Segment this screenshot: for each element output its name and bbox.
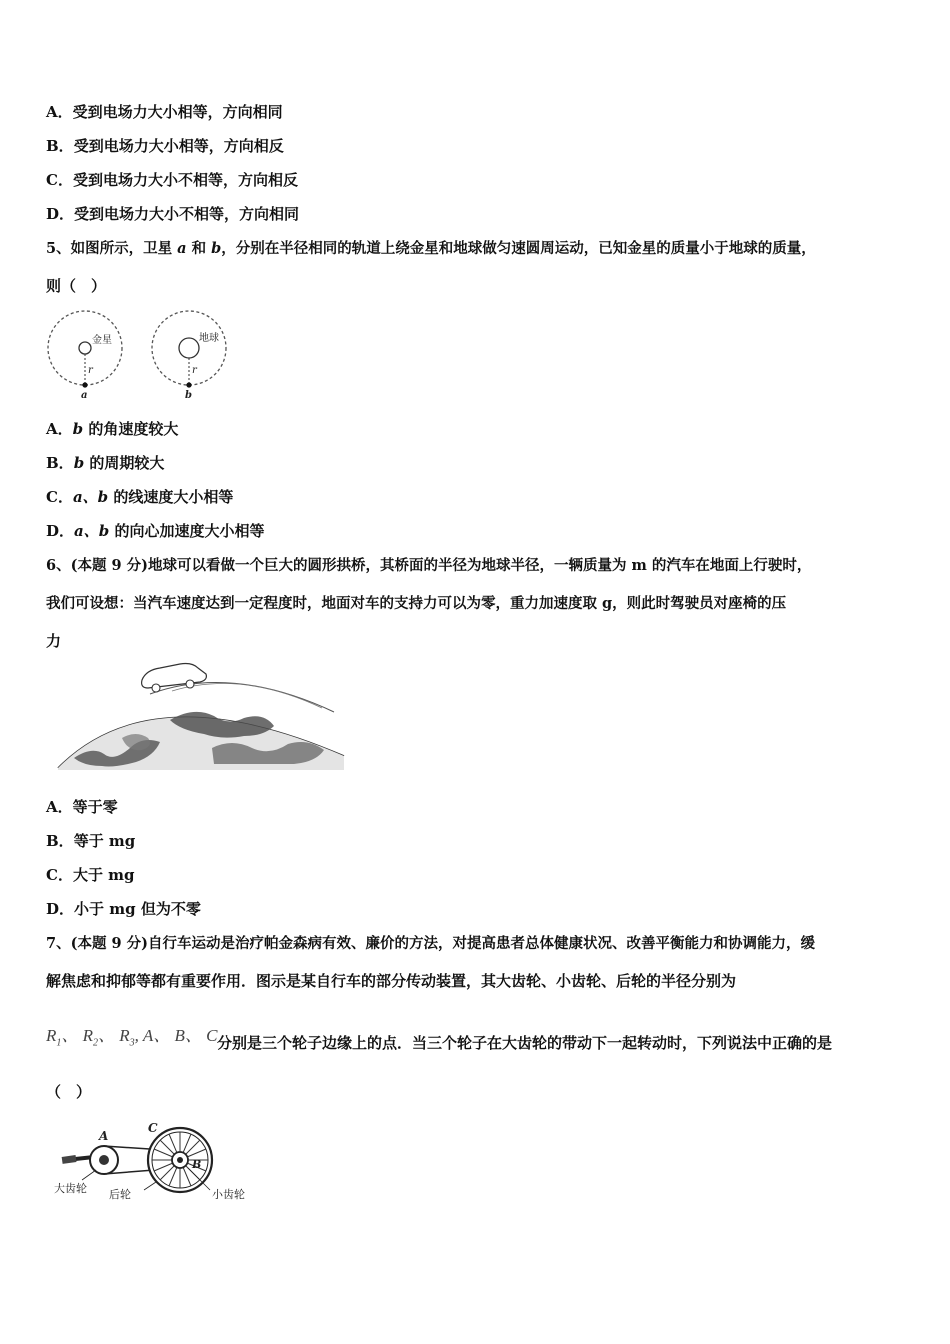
big-gear-label: 大齿轮 <box>54 1182 87 1195</box>
car-icon <box>142 664 207 689</box>
q5-orbit-figure <box>44 310 234 402</box>
q6-stem-line1: 6、(本题 9 分)地球可以看做一个巨大的圆形拱桥，其桥面的半径为地球半径，一辆质量为 m 的汽车在地面上行驶时， <box>46 557 812 574</box>
q7-formula: $R_1$、 $R_2$、 $R_3$, A、 B、 C <box>46 1026 218 1049</box>
q7-stem-line2: 解焦虑和抑郁等都有重要作用．图示是某自行车的部分传动装置，其大齿轮、小齿轮、后轮的半径分别为 <box>46 972 737 990</box>
q6-stem-line3: 力 <box>46 632 62 650</box>
q6-option-c: C．大于 mg <box>46 866 135 884</box>
q6-option-b: B．等于 mg <box>46 832 136 850</box>
q5-option-c: C．a、b 的线速度大小相等 <box>46 488 234 506</box>
rear-wheel-label: 后轮 <box>109 1188 131 1201</box>
venus-label: 金星 <box>92 335 112 346</box>
q7-stem-line3: 分别是三个轮子边缘上的点．当三个轮子在大齿轮的带动下一起转动时，下列说法中正确的是 <box>217 1034 833 1052</box>
q5-stem-line1: 5、如图所示，卫星 a 和 b，分别在半径相同的轨道上绕金星和地球做匀速圆周运动，已知金星的质量小于地球的质量， <box>46 240 816 257</box>
radius-label-2: r <box>192 365 197 376</box>
q5-option-a: A．b 的角速度较大 <box>46 420 179 438</box>
q7-stem-line1: 7、(本题 9 分)自行车运动是治疗帕金森病有效、廉价的方法，对提高患者总体健康状况、改善平衡能力和协调能力，缓 <box>46 935 815 952</box>
q6-option-a: A．等于零 <box>46 798 118 816</box>
point-c-label: C <box>148 1121 158 1135</box>
bicycle-gear-figure <box>52 1118 262 1208</box>
q7-stem-line4: （ ） <box>46 1083 92 1101</box>
q6-option-d: D．小于 mg 但为不零 <box>46 900 201 918</box>
q4-option-b: B．受到电场力大小相等，方向相反 <box>46 137 284 155</box>
point-b-label: B <box>192 1158 202 1171</box>
q5-option-b: B．b 的周期较大 <box>46 454 165 472</box>
satellite-a-label: a <box>81 390 88 401</box>
radius-label-1: r <box>88 365 93 376</box>
q6-stem-line2: 我们可设想：当汽车速度达到一定程度时，地面对车的支持力可以为零，重力加速度取 g，则此时驾驶员对座椅的压 <box>46 595 787 612</box>
earth-car-figure <box>52 658 352 773</box>
q5-stem-line2: 则（ ） <box>46 277 107 295</box>
q5-option-d: D．a、b 的向心加速度大小相等 <box>46 522 265 540</box>
satellite-b-label: b <box>185 390 192 401</box>
earth-label: 地球 <box>199 333 219 344</box>
small-gear-label: 小齿轮 <box>212 1188 245 1201</box>
q4-option-d: D．受到电场力大小不相等，方向相同 <box>46 205 300 223</box>
q4-option-a: A．受到电场力大小相等，方向相同 <box>46 103 283 121</box>
point-a-label: A <box>99 1129 109 1143</box>
q4-option-c: C．受到电场力大小不相等，方向相反 <box>46 171 298 189</box>
